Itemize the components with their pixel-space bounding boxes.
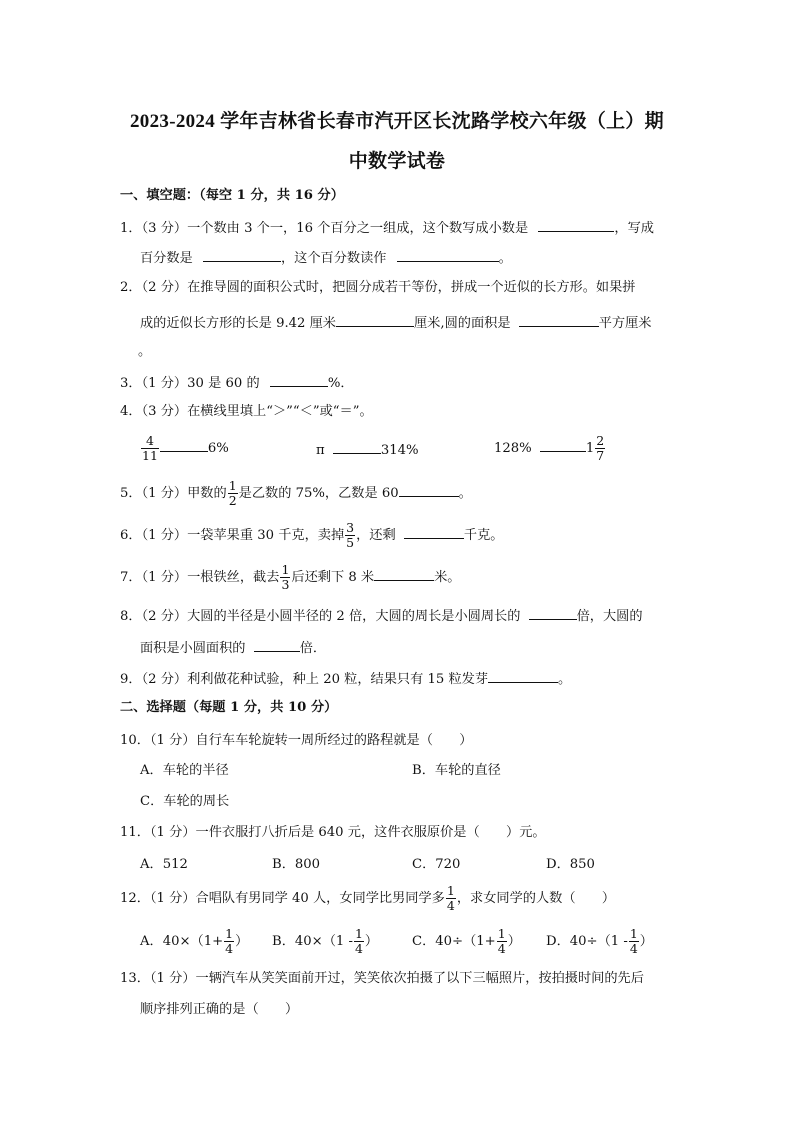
q12-fraction: $\frac{1}{4}$: [446, 883, 455, 913]
question-7: [120, 563, 460, 597]
question-6: [120, 521, 503, 555]
q3-text-a: 3．（1 分）30 是 60 的: [120, 376, 260, 391]
q12-option-a[interactable]: [140, 927, 248, 961]
question-13-line2: 顺序排列正确的是（ ）: [140, 1002, 299, 1017]
q6-text-c: 千克。: [463, 528, 504, 543]
q8-text-a: 8．（2 分）大圆的半径是小圆半径的 2 倍，大圆的周长是小圆周长的: [120, 609, 521, 624]
question-1-line2: [140, 247, 512, 269]
q8-text-c: 面积是小圆面积的: [140, 641, 246, 656]
q8-blank-circumference[interactable]: [529, 605, 577, 620]
question-1-line1: [120, 217, 654, 239]
q7-fraction: $\frac{1}{3}$: [281, 562, 290, 592]
q10-option-b[interactable]: B．车轮的直径: [412, 763, 501, 778]
q6-text-a: 6．（1 分）一袋苹果重 30 千克，卖掉: [120, 528, 345, 543]
q4-mixed-integer: 1: [585, 441, 595, 456]
q12-b-fraction: $\frac{1}{4}$: [354, 926, 363, 956]
q4-value-6pct: 6%: [207, 441, 229, 456]
question-13-line1: 13．（1 分）一辆汽车从笑笑面前开过，笑笑依次拍摄了以下三幅照片，按拍摄时间的先后: [120, 971, 644, 986]
q12-text-b: ，求女同学的人数（ ）: [456, 891, 616, 906]
question-4-stem: 4．（3 分）在横线里填上“＞”“＜”或“＝”。: [120, 404, 373, 419]
question-2-line3: 。: [138, 344, 152, 359]
question-2-line2: [140, 312, 651, 334]
q12-a-text: A．40×（1+: [140, 934, 224, 949]
q4-fraction-4-11: $\frac{4}{11}$: [142, 433, 158, 463]
q4-value-128pct: 128%: [494, 441, 532, 456]
q8-text-b: 倍，大圆的: [576, 609, 643, 624]
q12-option-d[interactable]: [546, 927, 653, 961]
q12-text-a: 12．（1 分）合唱队有男同学 40 人，女同学比男同学多: [120, 891, 445, 906]
q5-text-a: 5．（1 分）甲数的: [120, 486, 227, 501]
q12-option-b[interactable]: [272, 927, 378, 961]
q11-option-a[interactable]: A．512: [140, 857, 188, 872]
question-12-stem: [120, 884, 615, 918]
q1-text-d: ，这个百分数读作: [280, 251, 387, 266]
question-2-line1: 2．（2 分）在推导圆的面积公式时，把圆分成若干等份，拼成一个近似的长方形。如果拼: [120, 280, 636, 295]
q7-text-c: 米。: [434, 570, 461, 585]
question-11-stem: 11．（1 分）一件衣服打八折后是 640 元，这件衣服原价是（ ）元。: [120, 825, 546, 840]
q4-compare-3: [494, 434, 606, 468]
q12-b-close: ）: [364, 934, 379, 949]
q7-text-b: 后还剩下 8 米: [291, 570, 375, 585]
q12-b-text: B．40×（1 -: [272, 934, 353, 949]
q4-blank-1[interactable]: [160, 437, 208, 452]
q8-text-d: 倍．: [299, 641, 327, 656]
question-8-line1: [120, 605, 643, 627]
q4-blank-3[interactable]: [540, 437, 586, 452]
q3-blank[interactable]: [270, 372, 328, 387]
q2-blank-width[interactable]: [336, 312, 414, 327]
q10-option-a[interactable]: A．车轮的半径: [140, 763, 229, 778]
q12-d-close: ）: [639, 934, 653, 949]
q6-fraction: $\frac{3}{5}$: [346, 520, 355, 550]
question-5: [120, 479, 472, 513]
q1-blank-percent[interactable]: [203, 247, 281, 262]
q11-option-b[interactable]: B．800: [272, 857, 321, 872]
q1-text-b: ，写成: [614, 221, 654, 236]
q5-text-b: 是乙数的 75%，乙数是 60: [238, 486, 399, 501]
q3-text-b: %．: [327, 376, 354, 391]
q4-blank-2[interactable]: [333, 439, 381, 454]
q12-d-fraction: $\frac{1}{4}$: [629, 926, 638, 956]
q4-pi: π: [316, 443, 325, 458]
q11-option-c[interactable]: C．720: [412, 857, 461, 872]
q5-text-c: 。: [458, 486, 472, 501]
q8-blank-area[interactable]: [254, 637, 300, 652]
q1-text-a: 1．（3 分）一个数由 3 个一，16 个百分之一组成，这个数写成小数是: [120, 221, 529, 236]
q9-text-b: 。: [558, 672, 572, 687]
q1-text-e: 。: [498, 251, 512, 266]
q2-text-d: 平方厘米: [598, 316, 652, 331]
q5-blank[interactable]: [399, 482, 459, 497]
q1-blank-reading[interactable]: [397, 247, 499, 262]
section-fill-heading: 一、填空题：（每空 1 分，共 16 分）: [120, 188, 344, 203]
q4-value-314pct: 314%: [380, 443, 419, 458]
exam-title-line2: 中数学试卷: [348, 151, 446, 172]
exam-title-line1: 2023-2024 学年吉林省长春市汽开区长沈路学校六年级（上）期: [130, 111, 664, 132]
q6-blank[interactable]: [404, 524, 464, 539]
q2-text-b: 成的近似长方形的长是 9.42 厘米: [140, 316, 336, 331]
q2-text-c: 厘米,圆的面积是: [414, 316, 511, 331]
q12-a-close: ）: [235, 934, 249, 949]
question-3: [120, 372, 354, 394]
q7-text-a: 7．（1 分）一根铁丝，截去: [120, 570, 280, 585]
question-9: [120, 668, 571, 690]
q12-a-fraction: $\frac{1}{4}$: [225, 926, 234, 956]
q12-c-fraction: $\frac{1}{4}$: [497, 926, 506, 956]
q7-blank[interactable]: [374, 566, 434, 581]
q1-blank-decimal[interactable]: [538, 217, 614, 232]
q12-c-text: C．40÷（1+: [412, 934, 496, 949]
q6-text-b: ，还剩: [356, 528, 396, 543]
q11-option-d[interactable]: D．850: [546, 857, 595, 872]
q10-option-c[interactable]: C．车轮的周长: [140, 794, 230, 809]
question-8-line2: [140, 637, 326, 659]
q12-option-c[interactable]: [412, 927, 521, 961]
question-10-stem: 10．（1 分）自行车车轮旋转一周所经过的路程就是（ ）: [120, 733, 473, 748]
q12-d-text: D．40÷（1 -: [546, 934, 628, 949]
q9-text-a: 9．（2 分）利利做花种试验，种上 20 粒，结果只有 15 粒发芽: [120, 672, 489, 687]
q2-blank-area[interactable]: [519, 312, 599, 327]
q5-fraction: $\frac{1}{2}$: [228, 478, 237, 508]
q9-blank[interactable]: [488, 668, 558, 683]
q4-fraction-2-7: $\frac{2}{7}$: [596, 433, 605, 463]
q1-text-c: 百分数是: [140, 251, 193, 266]
q4-compare-1: [140, 434, 229, 468]
section-choice-heading: 二、选择题（每题 1 分，共 10 分）: [120, 700, 338, 715]
q12-c-close: ）: [507, 934, 521, 949]
q4-compare-2: [316, 439, 419, 461]
